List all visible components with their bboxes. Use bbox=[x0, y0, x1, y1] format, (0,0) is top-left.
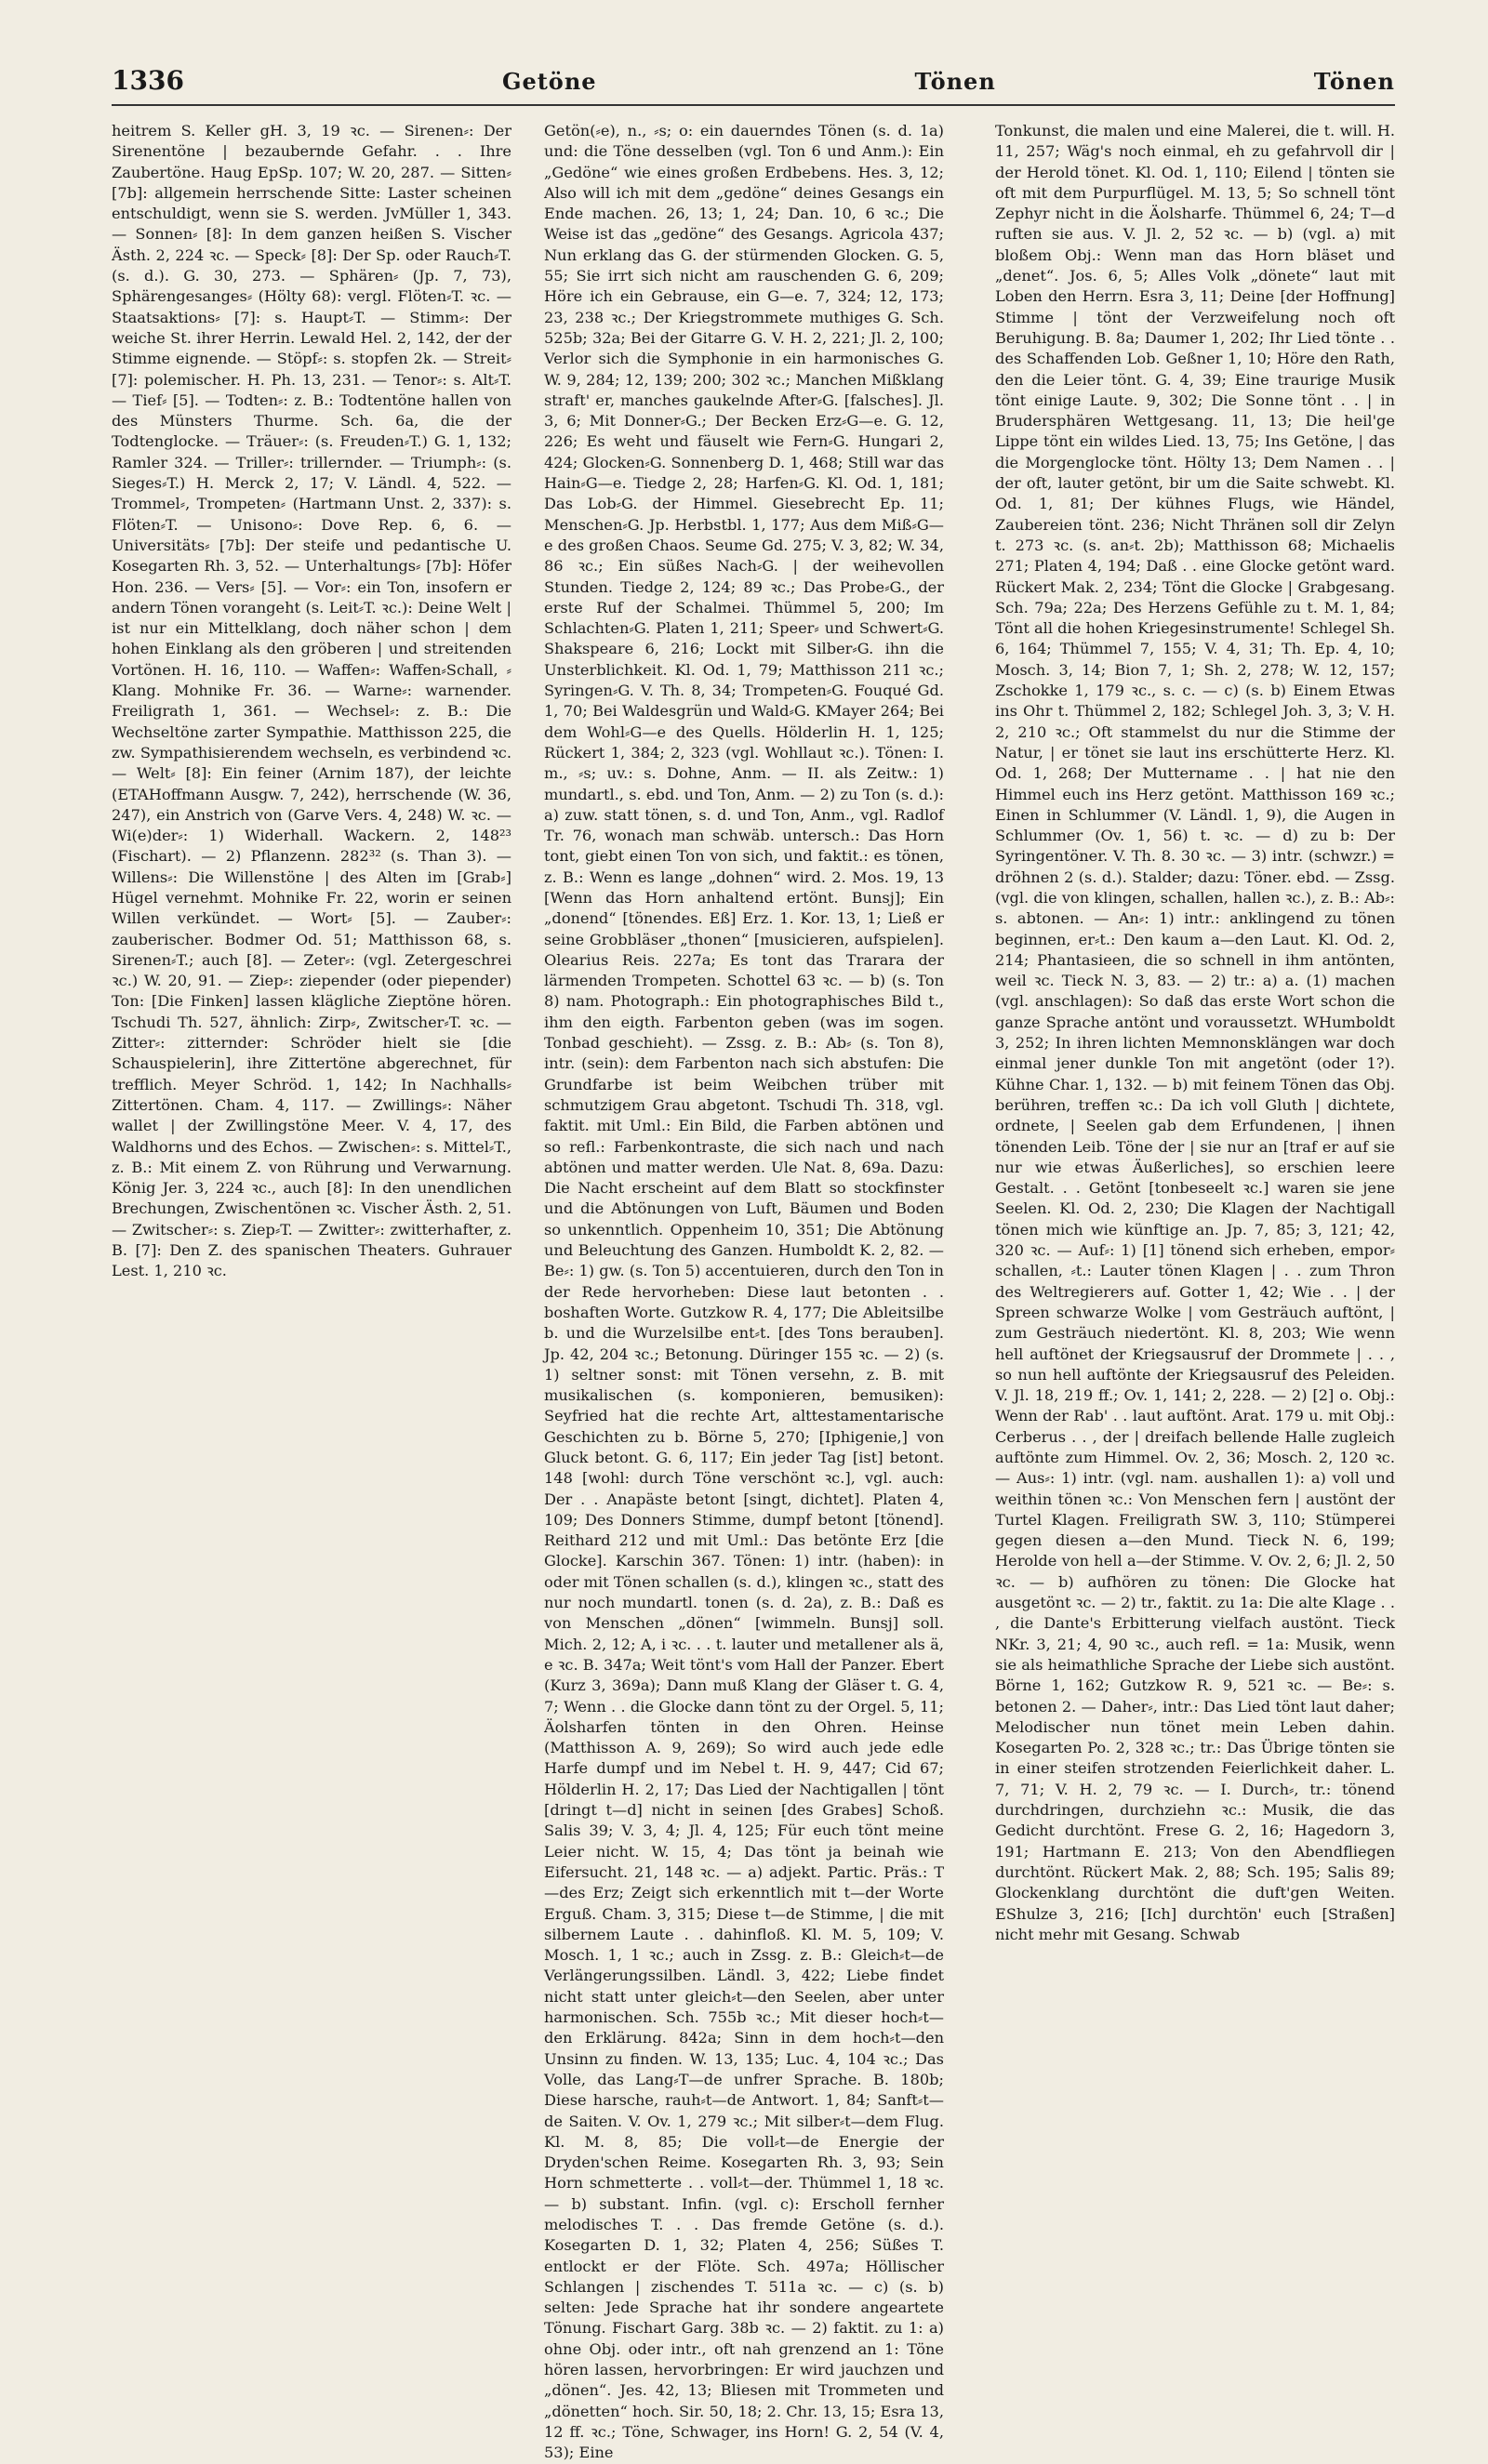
column-2-text: Getön(⸗e), n., ⸗s; o: ein dauerndes Tönen (s. d. 1a) und: die Töne desselben (vgl. Ton 6 und Anm.): Ein „Gedöne“ wie eines großen Erdbebens. Hes. 3, 12; Also will ich mit dem „gedöne“ deines Gesangs ein Ende machen. 26, 13; 1, 24; Dan. 10, 6 ꝛc.; Die Weise ist das „gedöne“ des Gesangs. Agricola 437; Nun erklang das G. der stürmenden Glocken. G. 5, 55; Sie irrt sich nicht am rauschenden G. 6, 209; Höre ich ein Gebrause, ein G—e. 7, 324; 12, 173; 23, 238 ꝛc.; Der Kriegstrommete muthiges G. Sch. 525b; 32a; Bei der Gitarre G. V. H. 2, 221; Jl. 2, 100; Verlor sich die Symphonie in ein harmonisches G. W. 9, 284; 12, 139; 200; 302 ꝛc.; Manchen Mißklang straft' er, manches gaukelnde After⸗G. [falsches]. Jl. 3, 6; Mit Donner⸗G.; Der Becken Erz⸗G—e. G. 12, 226; Es weht und fäuselt wie Fern⸗G. Hungari 2, 424; Glocken⸗G. Sonnenberg D. 1, 468; Still war das Hain⸗G—e. Tiedge 2, 28; Harfen⸗G. Kl. Od. 1, 181; Das Lob⸗G. der Himmel. Giesebrecht Ep. 11; Menschen⸗G. Jp. Herbstbl. 1, 177; Aus dem Miß⸗G—e des großen Chaos. Seume Gd. 275; V. 3, 82; W. 34, 86 ꝛc.; Ein süßes Nach⸗G. | der weihevollen Stunden. Tiedge 2, 124; 89 ꝛc.; Das Probe⸗G., der erste Ruf der Schalmei. Thümmel 5, 200; Im Schlachten⸗G. Platen 1, 211; Speer⸗ und Schwert⸗G. Shakspeare 6, 216; Lockt mit Silber⸗G. ihn die Unsterblichkeit. Kl. Od. 1, 79; Matthisson 211 ꝛc.; Syringen⸗G. V. Th. 8, 34; Trompeten⸗G. Fouqué Gd. 1, 70; Bei Waldesgrün und Wald⸗G. KMayer 264; Bei dem Wohl⸗G—e des Quells. Hölderlin H. 1, 125; Rückert 1, 384; 2, 323 (vgl. Wohllaut ꝛc.). Tönen: I. m., ⸗s; uv.: s. Dohne, Anm. — II. als Zeitw.: 1) mundartl., s. ebd. und Ton, Anm. — 2) zu Ton (s. d.): a) zuw. statt tönen, s. d. und Ton, Anm., vgl. Radlof Tr. 76, wonach man schwäb. untersch.: Das Horn tont, giebt einen Ton von sich, und faktit.: es tönen, z. B.: Wenn es lange „dohnen“ wird. 2. Mos. 19, 13 [Wenn das Horn anhaltend ertönt. Bunsj]; Ein „donend“ [tönendes. Eß] Erz. 1. Kor. 13, 1; Ließ er seine Grobbläser „thonen“ [musicieren, aufspielen]. Olearius Reis. 227a; Es tont das Trarara der lärmenden Trompeten. Schottel 63 ꝛc. — b) (s. Ton 8) nam. Photograph.: Ein photographisches Bild t., ihm den eigth. Farbenton geben (was im sogen. Tonbad geschieht). — Zssg. z. B.: Ab⸗ (s. Ton 8), intr. (sein): dem Farbenton nach sich abstufen: Die Grundfarbe ist beim Weibchen trüber mit schmutzigem Grau abgetont. Tschudi Th. 318, vgl. faktit. mit Uml.: Ein Bild, die Farben abtönen und so refl.: Farbenkontraste, die sich nach und nach abtönen und matter werden. Ule Nat. 8, 69a. Dazu: Die Nacht erscheint auf dem Blatt so stockfinster und die Abtönungen von Luft, Bäumen und Boden so unkenntlich. Oppenheim 10, 351; Die Abtönung und Beleuchtung des Ganzen. Humboldt K. 2, 82. — Be⸗: 1) gw. (s. Ton 5) accentuieren, durch den Ton in der Rede hervorheben: Diese laut betonten . . boshaften Worte. Gutzkow R. 4, 177; Die Ableitsilbe b. und die Wurzelsilbe ent⸗t. [des Tons berauben]. Jp. 42, 204 ꝛc.; Betonung. Düringer 155 ꝛc. — 2) (s. 1) seltner sonst: mit Tönen versehn, z. B. mit musikalischen (s. komponieren, bemusiken): Seyfried hat die rechte Art, alttestamentarische Geschichten zu b. Börne 5, 270; [Iphigenie,] von Gluck betont. G. 6, 117; Ein jeder Tag [ist] betont. 148 [wohl: durch Töne verschönt ꝛc.], vgl. auch: Der . . Anapäste betont [singt, dichtet]. Platen 4, 109; Des Donners Stimme, dumpf betont [tönend]. Reithard 212 und mit Uml.: Das betönte Erz [die Glocke]. Karschin 367. Tönen: 1) intr. (haben): in oder mit Tönen schallen (s. d.), klingen ꝛc., statt des nur noch mundartl. tonen (s. d. 2a), z. B.: Daß es von Menschen „dönen“ [wimmeln. Bunsj] soll. Mich. 2, 12; A, i ꝛc. . . t. lauter und metallener als ä, e ꝛc. B. 347a; Weit tönt's vom Hall der Panzer. Ebert (Kurz 3, 369a); Dann muß Klang der Gläser t. G. 4, 7; Wenn . . die Glocke dann tönt zu der Orgel. 5, 11; Äolsharfen tönten in den Ohren. Heinse (Matthisson A. 9, 269); So wird auch jede edle Harfe dumpf und im Nebel t. H. 9, 447; Cid 67; Hölderlin H. 2, 17; Das Lied der Nachtigallen | tönt [dringt t—d] nicht in seinen [des Grabes] Schoß. Salis 39; V. 3, 4; Jl. 4, 125; Für euch tönt meine Leier nicht. W. 15, 4; Das tönt ja beinah wie Eifersucht. 21, 148 ꝛc. — a) adjekt. Partic. Präs.: T—des Erz; Zeigt sich erkenntlich mit t—der Worte Erguß. Cham. 3, 315; Diese t—de Stimme, | die mit silbernem Laute . . dahinfloß. Kl. M. 5, 109; V. Mosch. 1, 1 ꝛc.; auch in Zssg. z. B.: Gleich⸗t—de Verlängerungssilben. Ländl. 3, 422; Liebe findet nicht statt unter gleich⸗t—den Seelen, aber unter harmonischen. Sch. 755b ꝛc.; Mit dieser hoch⸗t—den Erklärung. 842a; Sinn in dem hoch⸗t—den Unsinn zu finden. W. 13, 135; Luc. 4, 104 ꝛc.; Das Volle, das Lang⸗T—de unfrer Sprache. B. 180b; Diese harsche, rauh⸗t—de Antwort. 1, 84; Sanft⸗t—de Saiten. V. Ov. 1, 279 ꝛc.; Mit silber⸗t—dem Flug. Kl. M. 8, 85; Die voll⸗t—de Energie der Dryden'schen Reime. Kosegarten Rh. 3, 93; Sein Horn schmetterte . . voll⸗t—der. Thümmel 1, 18 ꝛc. — b) substant. Infin. (vgl. c): Erscholl fernher melodisches T. . . Das fremde Getöne (s. d.). Kosegarten D. 1, 32; Platen 4, 256; Süßes T. entlockt er der Flöte. Sch. 497a; Höllischer Schlangen | zischendes T. 511a ꝛc. — c) (s. b) selten: Jede Sprache hat ihr sondere angeartete Tönung. Fischart Garg. 38b ꝛc. — 2) faktit. zu 1: a) ohne Obj. oder intr., oft nah grenzend an 1: Töne hören lassen, hervorbringen: Er wird jauchzen und „dönen“. Jes. 42, 13; Bliesen mit Trommeten und „dönetten“ hoch. Sir. 50, 18; 2. Chr. 13, 15; Esra 13, 12 ff. ꝛc.; Töne, Schwager, ins Horn! G. 2, 54 (V. 4, 53); Eine bbox=[544, 122, 944, 2462]
column-3-text: Tonkunst, die malen und eine Malerei, die t. will. H. 11, 257; Wäg's noch einmal, eh zu gefahrvoll dir | der Herold tönet. Kl. Od. 1, 110; Eilend | tönten sie oft mit dem Purpurflügel. M. 13, 5; So schnell tönt Zephyr nicht in die Äolsharfe. Thümmel 6, 24; T—d ruften sie aus. V. Jl. 2, 52 ꝛc. — b) (vgl. a) mit bloßem Obj.: Wenn man das Horn bläset und „denet“. Jos. 6, 5; Alles Volk „dönete“ laut mit Loben den Herrn. Esra 3, 11; Deine [der Hoffnung] Stimme | tönt der Verzweifelung noch oft Beruhigung. B. 8a; Daumer 1, 202; Ihr Lied tönte . . des Schaffenden Lob. Geßner 1, 10; Höre den Rath, den die Leier tönt. G. 4, 39; Eine traurige Musik tönt einige Laute. 9, 302; Die Sonne tönt . . | in Brudersphären Wettgesang. 11, 13; Die heil'ge Lippe tönt ein wildes Lied. 13, 75; Ins Getöne, | das die Morgenglocke tönt. Hölty 13; Dem Namen . . | der oft, lauter getönt, bir um die Saite schwebt. Kl. Od. 1, 81; Der kühnes Flugs, wie Händel, Zaubereien tönt. 236; Nicht Thränen soll dir Zelyn t. 273 ꝛc. (s. an⸗t. 2b); Matthisson 68; Michaelis 271; Platen 4, 194; Daß . . eine Glocke getönt ward. Rückert Mak. 2, 234; Tönt die Glocke | Grabgesang. Sch. 79a; 22a; Des Herzens Gefühle zu t. M. 1, 84; Tönt all die hohen Kriegesinstrumente! Schlegel Sh. 6, 164; Thümmel 7, 155; V. 4, 31; Th. Ep. 4, 10; Mosch. 3, 14; Bion 7, 1; Sh. 2, 278; W. 12, 157; Zschokke 1, 179 ꝛc., s. c. — c) (s. b) Einem Etwas ins Ohr t. Thümmel 2, 182; Schlegel Joh. 3, 3; V. H. 2, 210 ꝛc.; Oft stammelst du nur die Stimme der Natur, | er tönet sie laut ins erschütterte Herz. Kl. Od. 1, 268; Der Muttername . . | hat nie den Himmel euch ins Herz getönt. Matthisson 169 ꝛc.; Einen in Schlummer (V. Ländl. 1, 9), die Augen in Schlummer (Ov. 1, 56) t. ꝛc. — d) zu b: Der Syringentöner. V. Th. 8. 30 ꝛc. — 3) intr. (schwzr.) = dröhnen 2 (s. d.). Stalder; dazu: Töner. ebd. — Zssg. (vgl. die von klingen, schallen, hallen ꝛc.), z. B.: Ab⸗: s. abtonen. — An⸗: 1) intr.: anklingend zu tönen beginnen, er⸗t.: Den kaum a—den Laut. Kl. Od. 2, 214; Phantasieen, die so schnell in ihm antönten, weil ꝛc. Tieck N. 3, 83. — 2) tr.: a) a. (1) machen (vgl. anschlagen): So daß das erste Wort schon die ganze Sprache antönt und voraussetzt. WHumboldt 3, 252; In ihren lichten Memnonsklängen war doch einmal jener dunkle Ton mit angetönt (oder 1?). Kühne Char. 1, 132. — b) mit feinem Tönen das Obj. berühren, treffen ꝛc.: Da ich voll Gluth | dichtete, ordnete, | Seelen gab dem Erfundenen, | ihnen tönenden Leib. Töne der | sie nur an [traf er auf sie nur wie etwas Äußerliches], so erschien leere Gestalt. . . Getönt [tonbeseelt ꝛc.] waren sie jene Seelen. Kl. Od. 2, 230; Die Klagen der Nachtigall tönen mich wie künftige an. Jp. 7, 85; 3, 121; 42, 320 ꝛc. — Auf⸗: 1) [1] tönend sich erheben, empor⸗schallen, ⸗t.: Lauter tönen Klagen | . . zum Thron des Weltregierers auf. Gotter 1, 42; Wie . . | der Spreen schwarze Wolke | vom Gesträuch auftönt, | zum Gesträuch niedertönt. Kl. 8, 203; Wie wenn hell auftönet der Kriegsausruf der Drommete | . . , so nun hell auftönte der Kriegsausruf des Peleiden. V. Jl. 18, 219 ff.; Ov. 1, 141; 2, 228. — 2) [2] o. Obj.: Wenn der Rab' . . laut auftönt. Arat. 179 u. mit Obj.: Cerberus . . , der | dreifach bellende Halle zugleich auftönte zum Himmel. Ov. 2, 36; Mosch. 2, 120 ꝛc. — Aus⸗: 1) intr. (vgl. nam. aushallen 1): a) voll und weithin tönen ꝛc.: Von Menschen fern | austönt der Turtel Klagen. Freiligrath SW. 3, 110; Stümperei gegen diesen a—den Mund. Tieck N. 6, 199; Herolde von hell a—der Stimme. V. Ov. 2, 6; Jl. 2, 50 ꝛc. — b) aufhören zu tönen: Die Glocke hat ausgetönt ꝛc. — 2) tr., faktit. zu 1a: Die alte Klage . . , die Dante's Erbitterung vielfach austönt. Tieck NKr. 3, 21; 4, 90 ꝛc., auch refl. = 1a: Musik, wenn sie als heimathliche Sprache der Liebe sich austönt. Börne 1, 162; Gutzkow R. 9, 521 ꝛc. — Be⸗: s. betonen 2. — Daher⸗, intr.: Das Lied tönt laut daher; Melodischer nun tönet mein Leben dahin. Kosegarten Po. 2, 328 ꝛc.; tr.: Das Übrige tönten sie in einer steifen strotzenden Feierlichkeit daher. L. 7, 71; V. H. 2, 79 ꝛc. — I. Durch⸗, tr.: tönend durchdringen, durchziehn ꝛc.: Musik, die das Gedicht durchtönt. Frese G. 2, 16; Hagedorn 3, 191; Hartmann E. 213; Von den Abendfliegen durchtönt. Rückert Mak. 2, 88; Sch. 195; Salis 89; Glockenklang durchtönt die duft'gen Weiten. EShulze 3, 216; [Ich] durchtön' euch [Straßen] nicht mehr mit Gesang. Schwab bbox=[995, 122, 1395, 1943]
text-column-3 bbox=[995, 121, 1395, 1943]
page-number: 1336 bbox=[112, 65, 184, 96]
running-head-left: Getöne bbox=[501, 68, 597, 95]
text-column-2 bbox=[544, 121, 944, 2462]
running-head-center: Tönen bbox=[914, 68, 996, 95]
text-column-1 bbox=[112, 121, 512, 1850]
header-rule bbox=[112, 104, 1395, 106]
running-head-right: Tönen bbox=[1313, 68, 1395, 95]
column-1-text: heitrem S. Keller gH. 3, 19 ꝛc. — Sirenen⸗: Der Sirenentöne | bezaubernde Gefahr. . . Ihre Zaubertöne. Haug EpSp. 107; W. 20, 287. — Sitten⸗ [7b]: allgemein herrschende Sitte: Laster scheinen entschuldigt, wenn sie S. werden. JvMüller 1, 343. — Sonnen⸗ [8]: In dem ganzen heißen S. Vischer Ästh. 2, 224 ꝛc. — Speck⸗ [8]: Der Sp. oder Rauch⸗T. (s. d.). G. 30, 273. — Sphären⸗ (Jp. 7, 73), Sphärengesanges⸗ (Hölty 68): vergl. Flöten⸗T. ꝛc. — Staatsaktions⸗ [7]: s. Haupt⸗T. — Stimm⸗: Der weiche St. ihrer Herrin. Lewald Hel. 2, 142, der der Stimme eignende. — Stöpf⸗: s. stopfen 2k. — Streit⸗ [7]: polemischer. H. Ph. 13, 231. — Tenor⸗: s. Alt⸗T. — Tief⸗ [5]. — Todten⸗: z. B.: Todtentöne hallen von des Münsters Thurme. Sch. 6a, die der Todtenglocke. — Träuer⸗: (s. Freuden⸗T.) G. 1, 132; Ramler 324. — Triller⸗: trillernder. — Triumph⸗: (s. Sieges⸗T.) H. Merck 2, 17; V. Ländl. 4, 522. — Trommel⸗, Trompeten⸗ (Hartmann Unst. 2, 337): s. Flöten⸗T. — Unisono⸗: Dove Rep. 6, 6. — Universitäts⸗ [7b]: Der steife und pedantische U. Kosegarten Rh. 3, 52. — Unterhaltungs⸗ [7b]: Höfer Hon. 236. — Vers⸗ [5]. — Vor⸗: ein Ton, insofern er andern Tönen vorangeht (s. Leit⸗T. ꝛc.): Deine Welt | ist nur ein Mittelklang, doch näher schon | dem hohen Einklang als den gröberen | und streitenden Vortönen. H. 16, 110. — Waffen⸗: Waffen⸗Schall, ⸗Klang. Mohnike Fr. 36. — Warne⸗: warnender. Freiligrath 1, 361. — Wechsel⸗: z. B.: Die Wechseltöne zarter Sympathie. Matthisson 225, die zw. Sympathisierendem wechseln, es verbindend ꝛc. — Welt⸗ [8]: Ein feiner (Arnim 187), der leichte (ETAHoffmann Ausgw. 7, 242), herrschende (W. 36, 247), ein Anstrich von (Garve Vers. 4, 248) W. ꝛc. — Wi(e)der⸗: 1) Widerhall. Wackern. 2, 148²³ (Fischart). — 2) Pflanzenn. 282³² (s. Than 3). — Willens⸗: Die Willenstöne | des Alten im [Grab⸗] Hügel vernehmt. Mohnike Fr. 22, worin er seinen Willen verkündet. — Wort⸗ [5]. — Zauber⸗: zauberischer. Bodmer Od. 51; Matthisson 68, s. Sirenen⸗T.; auch [8]. — Zeter⸗: (vgl. Zetergeschrei ꝛc.) W. 20, 91. — Ziep⸗: ziepender (oder piepender) Ton: [Die Finken] lassen klägliche Zieptöne hören. Tschudi Th. 527, ähnlich: Zirp⸗, Zwitscher⸗T. ꝛc. — Zitter⸗: zitternder: Schröder hielt sie [die Schauspielerin], ihre Zittertöne abgerechnet, für trefflich. Meyer Schröd. 1, 142; In Nachhalls⸗Zittertönen. Cham. 4, 117. — Zwillings⸗: Näher wallet | der Zwillingstöne Meer. V. 4, 17, des Waldhorns und des Echos. — Zwischen⸗: s. Mittel⸗T., z. B.: Mit einem Z. von Rührung und Verwarnung. König Jer. 3, 224 ꝛc., auch [8]: In den unendlichen Brechungen, Zwischentönen ꝛc. Vischer Ästh. 2, 51. — Zwitscher⸗: s. Ziep⸗T. — Zwitter⸗: zwitterhafter, z. B. [7]: Den Z. des spanischen Theaters. Guhrauer Lest. 1, 210 ꝛc. bbox=[112, 122, 512, 1280]
page-header bbox=[112, 65, 1395, 102]
